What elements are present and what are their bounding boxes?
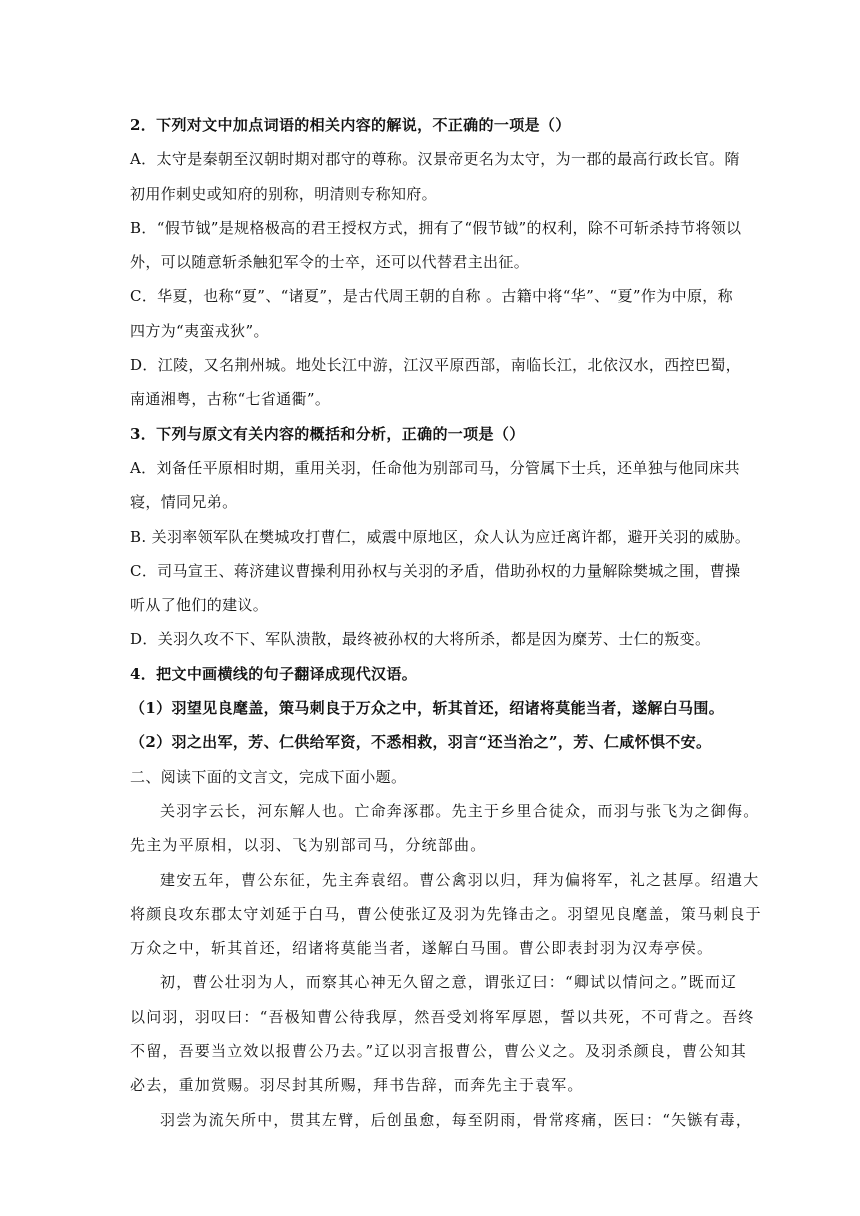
q2-option-b-line2: 外，可以随意斩杀触犯军令的士卒，还可以代替君主出征。 [130,253,530,272]
q4-sentence-2: （2）羽之出军，芳、仁供给军资，不悉相救，羽言“还当治之”，芳、仁咸怀惧不安。 [130,733,712,752]
q2-option-d-line1: D．江陵，又名荆州城。地处长江中游，江汉平原西部，南临长江，北依汉水，西控巴蜀， [130,356,742,375]
q4-sentence-1: （1）羽望见良麾盖，策马刺良于万众之中，斩其首还，绍诸将莫能当者，遂解白马围。 [130,699,725,718]
passage-p1-line2: 先主为平原相，以羽、飞为别部司马，分统部曲。 [130,836,487,855]
q2-option-a-line2: 初用作刺史或知府的别称，明清则专称知府。 [130,184,438,203]
question-2-stem: 2．下列对文中加点词语的相关内容的解说，不正确的一项是（） [130,116,571,134]
q3-option-d-line1: D．关羽久攻不下、军队溃散，最终被孙权的大将所杀，都是因为糜芳、士仁的叛变。 [130,630,711,649]
q3-option-a-line2: 寝，情同兄弟。 [130,493,238,512]
question-4-stem: 4．把文中画横线的句子翻译成现代汉语。 [130,664,418,683]
passage-p3-line2: 以问羽，羽叹曰：“吾极知曹公待我厚，然吾受刘将军厚恩，誓以共死，不可背之。吾终 [130,1007,755,1026]
passage-p3-line4: 必去，重加赏赐。羽尽封其所赐，拜书告辞，而奔先主于袁军。 [130,1076,584,1095]
section-2-heading: 二、阅读下面的文言文，完成下面小题。 [130,767,407,786]
q3-option-c-line1: C．司马宣王、蒋济建议曹操利用孙权与关羽的矛盾，借助孙权的力量解除樊城之围，曹操 [130,561,741,580]
q2-option-b-line1: B．“假节钺”是规格极高的君王授权方式，拥有了“假节钺”的权利，除不可斩杀持节将领以 [130,218,742,237]
classical-passage [130,794,762,1137]
passage-p3-line1: 初，曹公壮羽为人，而察其心神无久留之意，谓张辽曰：“卿试以情问之。”既而辽 [160,973,738,992]
q3-option-c-line2: 听从了他们的建议。 [130,596,269,615]
q3-option-b-line1: B. 关羽率领军队在樊城攻打曹仁，威震中原地区，众人认为应迁离许都，避开关羽的威胁。 [130,527,751,546]
q2-option-c-line1: C．华夏，也称“夏”、“诸夏”，是古代周王朝的自称 。古籍中将“华”、“夏”作为中原，称 [130,287,733,306]
document-body [130,108,762,1137]
passage-p2-line3: 万众之中，斩其首还，绍诸将莫能当者，遂解白马围。曹公即表封羽为汉寿亭侯。 [130,939,714,958]
q2-option-d-line2: 南通湘粤，古称“七省通衢”。 [130,390,331,409]
q3-option-a-line1: A．刘备任平原相时期，重用关羽，任命他为别部司马，分管属下士兵，还单独与他同床共 [130,458,740,477]
question-3-stem: 3．下列与原文有关内容的概括和分析，正确的一项是（） [130,424,525,443]
passage-p4-line1: 羽尝为流矢所中，贯其左臂，后创虽愈，每至阴雨，骨常疼痛，医曰：“矢镞有毒， [160,1110,753,1129]
q2-option-c-line2: 四方为“夷蛮戎狄”。 [130,321,269,340]
passage-p2-line1: 建安五年，曹公东征，先主奔袁绍。曹公禽羽以归，拜为偏将军，礼之甚厚。绍遣大 [160,870,760,889]
passage-p2-line2: 将颜良攻东郡太守刘延于白马，曹公使张辽及羽为先锋击之。羽望见良麾盖，策马刺良于 [130,904,762,923]
passage-p3-line3: 不留，吾要当立效以报曹公乃去。”辽以羽言报曹公，曹公义之。及羽杀颜良，曹公知其 [130,1042,747,1061]
q2-option-a-line1: A．太守是秦朝至汉朝时期对郡守的尊称。汉景帝更名为太守，为一郡的最高行政长官。隋 [130,150,740,169]
passage-p1-line1: 关羽字云长，河东解人也。亡命奔涿郡。先主于乡里合徒众，而羽与张飞为之御侮。 [160,801,760,820]
